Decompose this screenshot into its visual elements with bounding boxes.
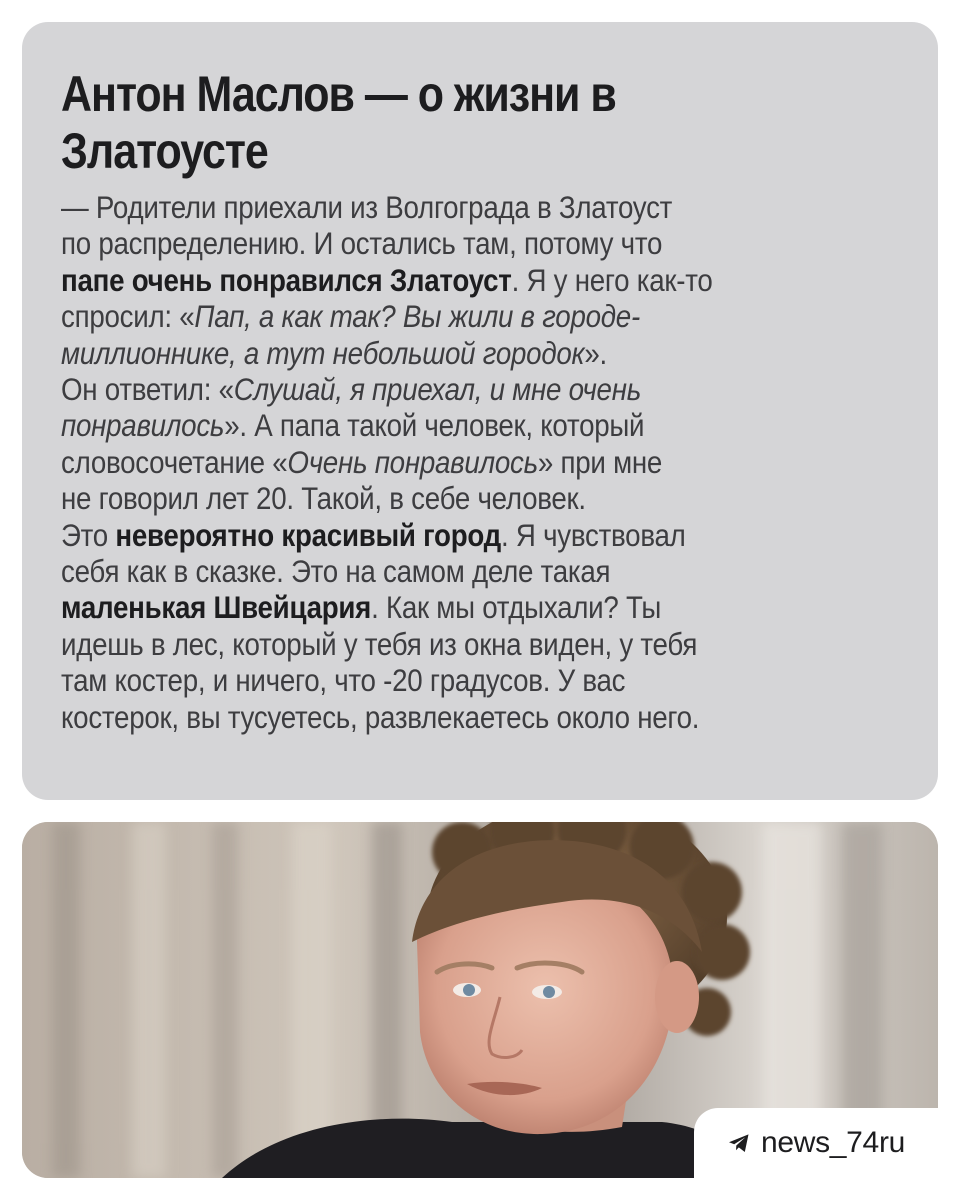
quote-body-line [61,262,901,298]
quote-text: не говорил лет 20. Такой, в себе человек. [61,480,586,517]
quote-body-line [61,371,901,407]
quote-card [22,22,938,800]
quote-body-line [61,189,901,225]
quote-text: . Я у него как-то [511,261,713,298]
quote-text: по распределению. И остались там, потому что [61,225,663,262]
quote-emphasis: маленькая Швейцария [61,589,372,626]
quote-text: Это [61,516,116,553]
quote-italic: понравилось [61,407,225,444]
quote-italic: Очень понравилось [287,443,538,480]
quote-body-line [61,444,901,480]
quote-body-line [61,662,901,698]
quote-emphasis: невероятно красивый город [115,516,502,553]
quote-body-line [61,480,901,516]
source-badge[interactable] [694,1108,938,1178]
quote-body-line [61,699,901,735]
quote-body-line [61,553,901,589]
quote-text: . Я чувствовал [501,516,686,553]
quote-body-line [61,335,901,371]
quote-text: идешь в лес, который у тебя из окна виден, у тебя [61,625,698,662]
quote-italic: Пап, а как так? Вы жили в городе- [194,298,640,335]
quote-body-line [61,589,901,625]
quote-text: ». [584,334,607,371]
quote-title [61,66,896,180]
quote-body-line [61,626,901,662]
quote-text: костерок, вы тусуетесь, развлекаетесь около него. [61,698,700,735]
quote-text: Он ответил: « [61,371,234,408]
quote-body-line [61,225,901,261]
quote-body-line [61,298,901,334]
quote-text: спросил: « [61,298,195,335]
quote-text: ». А папа такой человек, который [224,407,645,444]
quote-body-line [61,407,901,443]
quote-text: словосочетание « [61,443,288,480]
quote-emphasis: папе очень понравился Златоуст [61,261,512,298]
quote-italic: миллионнике, а тут небольшой городок [61,334,585,371]
quote-text: » при мне [537,443,663,480]
quote-title-line-2: Златоусте [61,123,268,179]
quote-title-line-1: Антон Маслов — о жизни в [61,66,616,122]
quote-body [61,189,901,735]
quote-text: себя как в сказке. Это на самом деле такая [61,553,611,590]
source-label: news_74ru [760,1126,906,1159]
quote-italic: Слушай, я приехал, и мне очень [233,371,642,408]
quote-text: . Как мы отдыхали? Ты [371,589,662,626]
quote-text: там костер, и ничего, что -20 градусов. У вас [61,662,626,699]
quote-text: — Родители приехали из Волгограда в Златоуст [61,189,673,225]
telegram-icon [727,1131,751,1155]
quote-body-line [61,517,901,553]
